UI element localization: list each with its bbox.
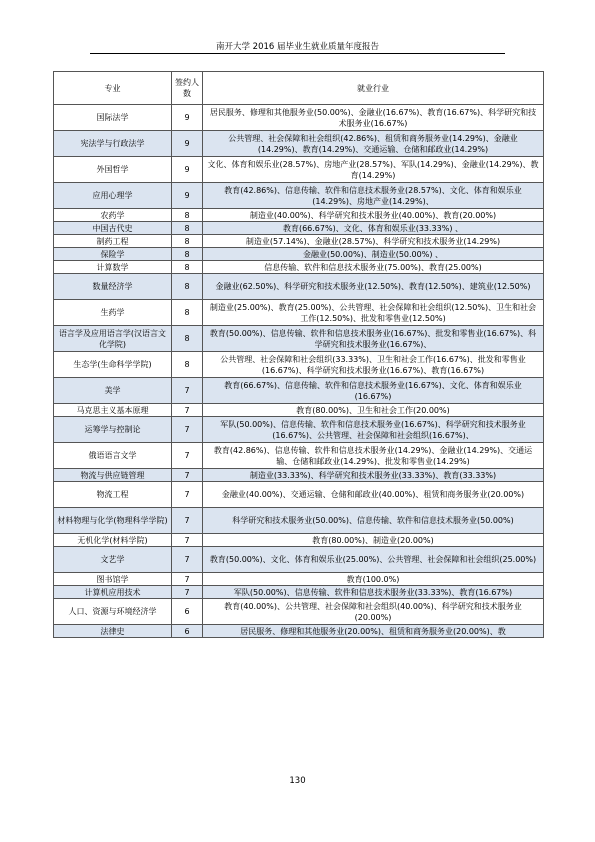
major-cell: 制药工程 — [54, 235, 172, 248]
table-row — [54, 248, 544, 261]
signed-count-cell: 7 — [172, 443, 203, 469]
major-cell: 外国哲学 — [54, 157, 172, 183]
signed-count-cell: 7 — [172, 534, 203, 547]
table-row — [54, 417, 544, 443]
column-header-industry: 就业行业 — [203, 72, 544, 105]
major-cell: 保险学 — [54, 248, 172, 261]
major-cell: 运筹学与控制论 — [54, 417, 172, 443]
major-cell: 美学 — [54, 378, 172, 404]
signed-count-cell: 7 — [172, 417, 203, 443]
major-cell: 中国古代史 — [54, 222, 172, 235]
table-row — [54, 300, 544, 326]
table-row — [54, 222, 544, 235]
table-row — [54, 625, 544, 638]
major-cell: 物流与供应链管理 — [54, 469, 172, 482]
major-cell: 文艺学 — [54, 547, 172, 573]
table-row — [54, 235, 544, 248]
industry-cell: 教育(80.00%)、制造业(20.00%) — [203, 534, 544, 547]
signed-count-cell: 8 — [172, 352, 203, 378]
table-row — [54, 274, 544, 300]
industry-cell: 制造业(25.00%)、教育(25.00%)、公共管理、社会保障和社会组织(12.50%)、卫生和社会工作(12.50%)、批发和零售业(12.50%) — [203, 300, 544, 326]
table-row — [54, 573, 544, 586]
industry-cell: 金融业(62.50%)、科学研究和技术服务业(12.50%)、教育(12.50%)、建筑业(12.50%) — [203, 274, 544, 300]
signed-count-cell: 6 — [172, 599, 203, 625]
industry-cell: 教育(42.86%)、信息传输、软件和信息技术服务业(14.29%)、金融业(14.29%)、交通运输、仓储和邮政业(14.29%)、批发和零售业(14.29%) — [203, 443, 544, 469]
major-cell: 材料物理与化学(物理科学学院) — [54, 508, 172, 534]
table-row — [54, 105, 544, 131]
industry-cell: 信息传输、软件和信息技术服务业(75.00%)、教育(25.00%) — [203, 261, 544, 274]
signed-count-cell: 8 — [172, 235, 203, 248]
industry-cell: 教育(42.86%)、信息传输、软件和信息技术服务业(28.57%)、文化、体育和娱乐业(14.29%)、房地产业(14.29%)、 — [203, 183, 544, 209]
major-cell: 宪法学与行政法学 — [54, 131, 172, 157]
table-row — [54, 547, 544, 573]
industry-cell: 居民服务、修理和其他服务业(20.00%)、租赁和商务服务业(20.00%)、教 — [203, 625, 544, 638]
table-row — [54, 586, 544, 599]
signed-count-cell: 7 — [172, 547, 203, 573]
major-cell: 生药学 — [54, 300, 172, 326]
signed-count-cell: 7 — [172, 508, 203, 534]
major-cell: 马克思主义基本原理 — [54, 404, 172, 417]
signed-count-cell: 8 — [172, 222, 203, 235]
signed-count-cell: 7 — [172, 404, 203, 417]
industry-cell: 教育(66.67%)、文化、体育和娱乐业(33.33%) 、 — [203, 222, 544, 235]
industry-cell: 制造业(33.33%)、科学研究和技术服务业(33.33%)、教育(33.33%) — [203, 469, 544, 482]
industry-cell: 金融业(50.00%)、制造业(50.00%) 、 — [203, 248, 544, 261]
table-row — [54, 183, 544, 209]
signed-count-cell: 7 — [172, 573, 203, 586]
major-cell: 农药学 — [54, 209, 172, 222]
signed-count-cell: 7 — [172, 482, 203, 508]
industry-cell: 文化、体育和娱乐业(28.57%)、房地产业(28.57%)、军队(14.29%)、金融业(14.29%)、教育(14.29%) — [203, 157, 544, 183]
industry-cell: 教育(50.00%)、信息传输、软件和信息技术服务业(16.67%)、批发和零售业(16.67%)、科学研究和技术服务业(16.67%)、 — [203, 326, 544, 352]
major-cell: 语言学及应用语言学(汉语言文化学院) — [54, 326, 172, 352]
major-cell: 无机化学(材料学院) — [54, 534, 172, 547]
table-row — [54, 326, 544, 352]
signed-count-cell: 8 — [172, 300, 203, 326]
major-cell: 计算机应用技术 — [54, 586, 172, 599]
industry-cell: 公共管理、社会保障和社会组织(33.33%)、卫生和社会工作(16.67%)、批发和零售业(16.67%)、科学研究和技术服务业(16.67%)、教育(16.67%) — [203, 352, 544, 378]
signed-count-cell: 9 — [172, 105, 203, 131]
page-header: 南开大学 2016 届毕业生就业质量年度报告 — [215, 42, 380, 52]
signed-count-cell: 8 — [172, 209, 203, 222]
major-cell: 物流工程 — [54, 482, 172, 508]
major-cell: 国际法学 — [54, 105, 172, 131]
signed-count-cell: 7 — [172, 378, 203, 404]
signed-count-cell: 8 — [172, 248, 203, 261]
industry-cell: 教育(66.67%)、信息传输、软件和信息技术服务业(16.67%)、文化、体育和娱乐业(16.67%) — [203, 378, 544, 404]
table-row — [54, 209, 544, 222]
major-cell: 生态学(生命科学学院) — [54, 352, 172, 378]
table-row — [54, 261, 544, 274]
employment-table — [53, 71, 544, 638]
major-cell: 人口、资源与环境经济学 — [54, 599, 172, 625]
table-row — [54, 508, 544, 534]
signed-count-cell: 7 — [172, 586, 203, 599]
signed-count-cell: 8 — [172, 326, 203, 352]
signed-count-cell: 9 — [172, 131, 203, 157]
industry-cell: 教育(40.00%)、公共管理、社会保障和社会组织(40.00%)、科学研究和技术服务业(20.00%) — [203, 599, 544, 625]
table-row — [54, 443, 544, 469]
table-row — [54, 404, 544, 417]
page-number: 130 — [289, 776, 306, 786]
major-cell: 计算数学 — [54, 261, 172, 274]
signed-count-cell: 8 — [172, 274, 203, 300]
major-cell: 数量经济学 — [54, 274, 172, 300]
industry-cell: 制造业(40.00%)、科学研究和技术服务业(40.00%)、教育(20.00%) — [203, 209, 544, 222]
table-header-row — [54, 72, 544, 105]
table-row — [54, 378, 544, 404]
industry-cell: 教育(80.00%)、卫生和社会工作(20.00%) — [203, 404, 544, 417]
signed-count-cell: 9 — [172, 183, 203, 209]
industry-cell: 军队(50.00%)、信息传输、软件和信息技术服务业(33.33%)、教育(16.67%) — [203, 586, 544, 599]
signed-count-cell: 6 — [172, 625, 203, 638]
industry-cell: 制造业(57.14%)、金融业(28.57%)、科学研究和技术服务业(14.29%) — [203, 235, 544, 248]
industry-cell: 教育(50.00%)、文化、体育和娱乐业(25.00%)、公共管理、社会保障和社会组织(25.00%) — [203, 547, 544, 573]
column-header-count: 签约人数 — [172, 72, 203, 105]
table-row — [54, 157, 544, 183]
major-cell: 法律史 — [54, 625, 172, 638]
table-row — [54, 482, 544, 508]
industry-cell: 科学研究和技术服务业(50.00%)、信息传输、软件和信息技术服务业(50.00%) — [203, 508, 544, 534]
major-cell: 应用心理学 — [54, 183, 172, 209]
signed-count-cell: 7 — [172, 469, 203, 482]
header-rule — [90, 53, 505, 54]
signed-count-cell: 8 — [172, 261, 203, 274]
industry-cell: 军队(50.00%)、信息传输、软件和信息技术服务业(16.67%)、科学研究和技术服务业(16.67%)、公共管理、社会保障和社会组织(16.67%)、 — [203, 417, 544, 443]
table-row — [54, 469, 544, 482]
table-row — [54, 534, 544, 547]
major-cell: 图书馆学 — [54, 573, 172, 586]
industry-cell: 公共管理、社会保障和社会组织(42.86%)、租赁和商务服务业(14.29%)、金融业(14.29%)、教育(14.29%)、交通运输、仓储和邮政业(14.29%) — [203, 131, 544, 157]
table-row — [54, 352, 544, 378]
industry-cell: 居民服务、修理和其他服务业(50.00%)、金融业(16.67%)、教育(16.67%)、科学研究和技术服务业(16.67%) — [203, 105, 544, 131]
industry-cell: 金融业(40.00%)、交通运输、仓储和邮政业(40.00%)、租赁和商务服务业(20.00%) — [203, 482, 544, 508]
table-row — [54, 599, 544, 625]
signed-count-cell: 9 — [172, 157, 203, 183]
industry-cell: 教育(100.0%) — [203, 573, 544, 586]
column-header-major: 专业 — [54, 72, 172, 105]
table-row — [54, 131, 544, 157]
major-cell: 俄语语言文学 — [54, 443, 172, 469]
